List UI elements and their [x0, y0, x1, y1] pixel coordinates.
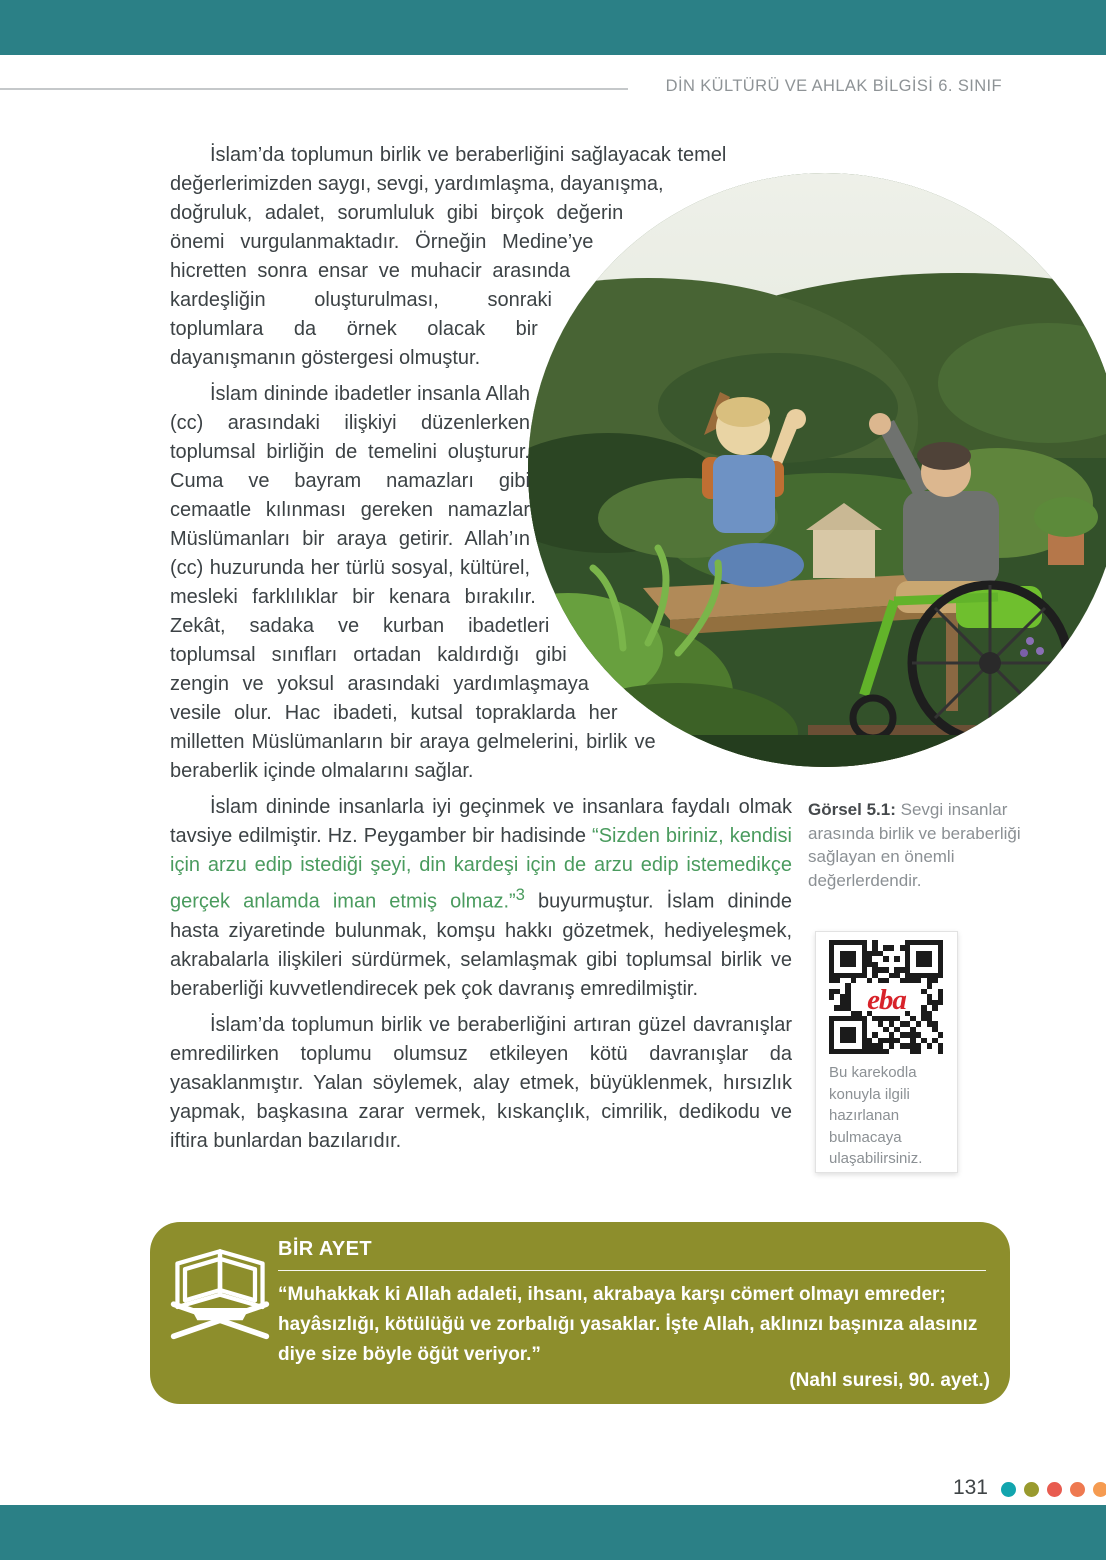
caption-label: Görsel 5.1:	[808, 800, 896, 819]
header-divider-line	[0, 88, 628, 90]
photo-caption	[808, 798, 1030, 892]
section-dot	[1070, 1482, 1085, 1497]
qr-caption: Bu karekodla konuyla ilgili hazırlanan bulmacaya ulaşabilirsiniz.	[829, 1064, 923, 1167]
section-dot	[1024, 1482, 1039, 1497]
section-dot	[1093, 1482, 1106, 1497]
eba-logo: eba	[867, 984, 906, 1016]
paragraph-3-lead: İslam dininde insanlarla iyi geçinmek ve insanlara faydalı olmak tavsiye edilmiştir. Hz. Peygamber bir hadisinde	[170, 796, 792, 847]
bottom-color-band	[0, 1505, 1106, 1560]
body-paragraph-3	[170, 793, 792, 1004]
ayet-source: (Nahl suresi, 90. ayet.)	[789, 1370, 990, 1391]
section-dot	[1001, 1482, 1016, 1497]
footer-dots	[1001, 1482, 1106, 1497]
hadith-quote: “Sizden biriniz, kendisi için arzu edip istediği şeyi, din kardeşi için de arzu edip istemedikçe gerçek anlamda iman etmiş olmaz.”	[170, 825, 792, 913]
page-number: 131	[952, 1476, 988, 1499]
section-dot	[1047, 1482, 1062, 1497]
body-paragraph-2: İslam dininde ibadetler insanla Allah (cc) arasındaki ilişkiyi düzenlerken toplumsal birliğin de temelini oluşturur. Cuma ve bayram namazları gibi cemaatle kılınması gereken namazlar Müslümanları bir araya getirir. Allah’ın (cc) huzurunda her türlü sosyal, kültürel, mesleki farklılıklar bir kenara bırakılır. Zekât, sadaka ve kurban ibadetleri toplumsal sınıfları ortadan kaldırdığı gibi zengin ve yoksul arasındaki yardımlaşmaya vesile olur. Hac ibadeti, kutsal topraklarda her milletten Müslümanların bir araya gelmelerini, birlik ve beraberlik içinde olmalarını sağlar.	[170, 383, 656, 782]
ayet-callout-box	[150, 1222, 1010, 1404]
page-header-title: DİN KÜLTÜRÜ VE AHLAK BİLGİSİ 6. SINIF	[665, 77, 1002, 95]
qr-card	[815, 931, 958, 1173]
top-color-band	[0, 0, 1106, 55]
caption-text: Sevgi insanlar arasında birlik ve beraberliği sağlayan en önemli değerlerdendir.	[808, 800, 1021, 890]
body-paragraph-4: İslam’da toplumun birlik ve beraberliğini artıran güzel davranışlar emredilirken toplumu olumsuz etkileyen kötü davranışlar da yasaklanmıştır. Yalan söylemek, alay etmek, büyüklenmek, hırsızlık yapmak, başkasına zarar vermek, kıskançlık, cimrilik, dedikodu ve iftira bunlardan bazılarıdır.	[170, 1013, 792, 1152]
body-text-column	[170, 141, 792, 1163]
quran-book-icon	[168, 1236, 272, 1344]
ayet-quote: “Muhakkak ki Allah adaleti, ihsanı, akrabaya karşı cömert olmayı emreder; hayâsızlığı, kötülüğü ve zorbalığı yasaklar. İşte Allah, aklınızı başınıza alasınız diye size böyle öğüt veriyor.”	[278, 1284, 978, 1365]
ayet-divider	[278, 1270, 986, 1271]
ayet-title: BİR AYET	[278, 1238, 372, 1260]
paragraph-3-tail: buyurmuştur. İslam dininde hasta ziyaretinde bulunmak, komşu hakkı gözetmek, hediyeleşmek, akrabalarla ilişkileri sürdürmek, selamlaşmak gibi toplumsal birlik ve beraberliği kuvvetlendirecek pek çok davranış emredilmiştir.	[170, 890, 792, 1000]
footnote-reference: 3	[515, 885, 525, 904]
body-paragraph-1: İslam’da toplumun birlik ve beraberliğini sağlayacak temel değerlerimizden saygı, sevgi, yardımlaşma, dayanışma, doğruluk, adalet, sorumluluk gibi birçok değerin önemi vurgulanmaktadır. Örneğin Medine’ye hicretten sonra ensar ve muhacir arasında kardeşliğin oluşturulması, sonraki toplumlara da örnek olacak bir dayanışmanın göstergesi olmuştur.	[170, 144, 727, 369]
